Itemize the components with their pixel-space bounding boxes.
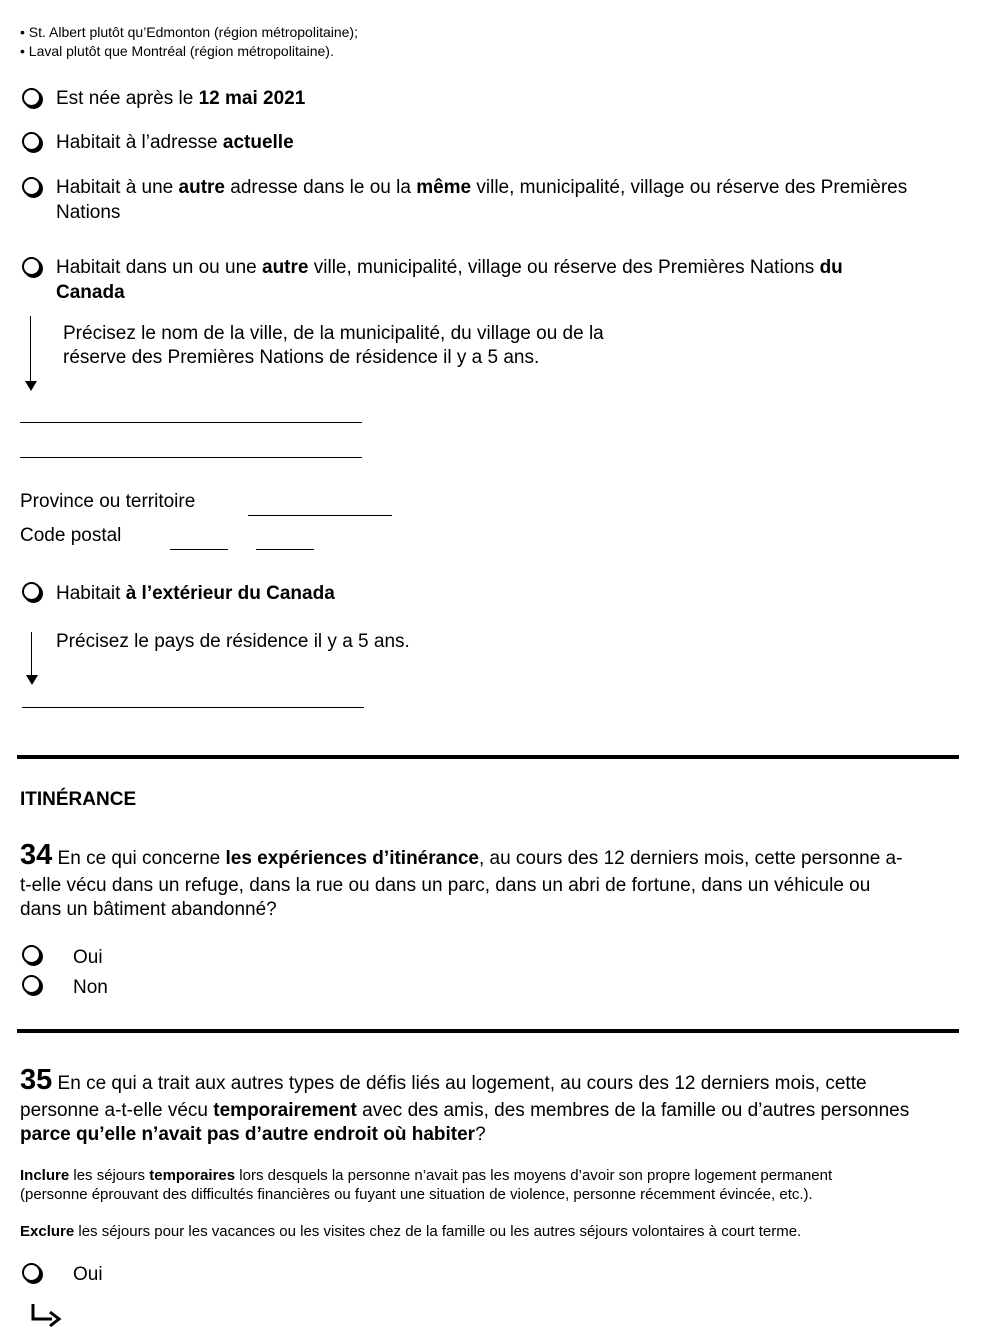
q35-number: 35: [20, 1064, 53, 1096]
note-line-1: • St. Albert plutôt qu’Edmonton (région métropolitaine);: [20, 24, 358, 40]
arrow-down-icon-line: [30, 316, 31, 382]
include-bold: Inclure: [20, 1167, 70, 1184]
q35-exclude-line: [20, 1222, 801, 1241]
q34-text-line-3: dans un bâtiment abandonné?: [20, 899, 277, 920]
q35-text-line-3: [20, 1122, 486, 1147]
q34-text-bold: les expériences d’itinérance: [225, 848, 479, 869]
option-text-bold: autre: [262, 257, 309, 278]
arrow-down-icon: [26, 675, 38, 685]
option-text: Habitait dans un ou une: [56, 257, 262, 278]
q34-text: , au cours des 12 derniers mois, cette personne a-: [478, 848, 903, 869]
section-divider: [17, 1029, 959, 1033]
option-text-bold: autre: [178, 177, 225, 198]
city-answer-line-2[interactable]: [20, 457, 362, 458]
q35-text-line-1: [20, 1066, 867, 1096]
option-text-bold: à l’extérieur du Canada: [125, 583, 335, 604]
option-text: Habitait: [56, 583, 126, 604]
include-bold: temporaires: [149, 1167, 236, 1184]
arrow-down-icon-line-2: [31, 632, 32, 676]
q34-option-oui-label: Oui: [73, 947, 103, 968]
q35-text: ?: [475, 1124, 486, 1145]
section-title: ITINÉRANCE: [20, 789, 137, 810]
note-line-2: • Laval plutôt que Montréal (région métropolitaine).: [20, 43, 334, 59]
q35-option-oui-label: Oui: [73, 1264, 103, 1285]
option-text: ville, municipalité, village ou réserve des Premières Nations: [308, 257, 820, 278]
q35-include-line-1: [20, 1166, 832, 1185]
option-current-address-label: [56, 130, 294, 155]
option-text-bold: du: [819, 257, 843, 278]
q35-text: avec des amis, des membres de la famille ou d’autres personnes: [356, 1100, 910, 1121]
postal-code-answer-line-2[interactable]: [256, 549, 314, 550]
q34-number: 34: [20, 839, 53, 871]
radio-q34-oui[interactable]: [22, 945, 41, 964]
arrow-down-icon: [25, 381, 37, 391]
turn-right-arrow-icon: [28, 1304, 64, 1328]
province-answer-line[interactable]: [248, 515, 392, 516]
q34-option-non-label: Non: [73, 977, 108, 998]
specify-city-instruction-1: Précisez le nom de la ville, de la municipalité, du village ou de la: [63, 323, 604, 344]
option-same-city-label: [56, 175, 907, 200]
option-same-city-label-2: Nations: [56, 202, 121, 223]
q34-text: En ce qui concerne: [52, 848, 226, 869]
radio-q35-oui[interactable]: [22, 1263, 41, 1282]
q35-text: En ce qui a trait aux autres types de défis liés au logement, au cours des 12 derniers mois, cette: [52, 1073, 867, 1094]
specify-country-instruction: Précisez le pays de résidence il y a 5 ans.: [56, 631, 410, 652]
option-text: Est née après le: [56, 88, 199, 109]
postal-code-answer-line-1[interactable]: [170, 549, 228, 550]
radio-outside-canada[interactable]: [22, 582, 41, 601]
option-text: Habitait à une: [56, 177, 179, 198]
option-text-bold: même: [416, 177, 472, 198]
include-text: lors desquels la personne n’avait pas les moyens d’avoir son propre logement permanent: [235, 1167, 833, 1184]
option-text: ville, municipalité, village ou réserve des Premières: [471, 177, 908, 198]
option-text-bold: 12 mai 2021: [198, 88, 306, 109]
option-born-after-label: [56, 86, 305, 111]
radio-same-city[interactable]: [22, 177, 41, 196]
q34-text-line-2: t-elle vécu dans un refuge, dans la rue ou dans un parc, dans un abri de fortune, dans un véhicule ou: [20, 875, 871, 896]
q35-text-bold: parce qu’elle n’avait pas d’autre endroit où habiter: [20, 1124, 476, 1145]
q35-text-line-2: [20, 1098, 909, 1123]
radio-q34-non[interactable]: [22, 975, 41, 994]
option-outside-canada-label: [56, 581, 335, 606]
section-divider: [17, 755, 959, 759]
q35-include-line-2: (personne éprouvant des difficultés financières ou fuyant une situation de violence, personne récemment évincée, etc.).: [20, 1186, 813, 1203]
option-other-city-label-2: Canada: [56, 282, 125, 303]
city-answer-line-1[interactable]: [20, 422, 362, 423]
radio-current-address[interactable]: [22, 132, 41, 151]
q35-text: personne a-t-elle vécu: [20, 1100, 214, 1121]
q35-text-bold: temporairement: [213, 1100, 357, 1121]
option-other-city-label: [56, 255, 843, 280]
option-text: Habitait à l’adresse: [56, 132, 223, 153]
radio-other-city[interactable]: [22, 257, 41, 276]
specify-city-instruction-2: réserve des Premières Nations de résidence il y a 5 ans.: [63, 347, 540, 368]
province-label: Province ou territoire: [20, 491, 196, 512]
country-answer-line[interactable]: [22, 707, 364, 708]
q34-text-line-1: [20, 841, 902, 871]
option-text-bold: actuelle: [222, 132, 294, 153]
include-text: les séjours: [69, 1167, 150, 1184]
radio-born-after[interactable]: [22, 88, 41, 107]
exclude-text: les séjours pour les vacances ou les visites chez de la famille ou les autres séjours volontaires à court terme.: [74, 1223, 802, 1240]
postal-code-label: Code postal: [20, 525, 122, 546]
exclude-bold: Exclure: [20, 1223, 75, 1240]
option-text: adresse dans le ou la: [225, 177, 417, 198]
